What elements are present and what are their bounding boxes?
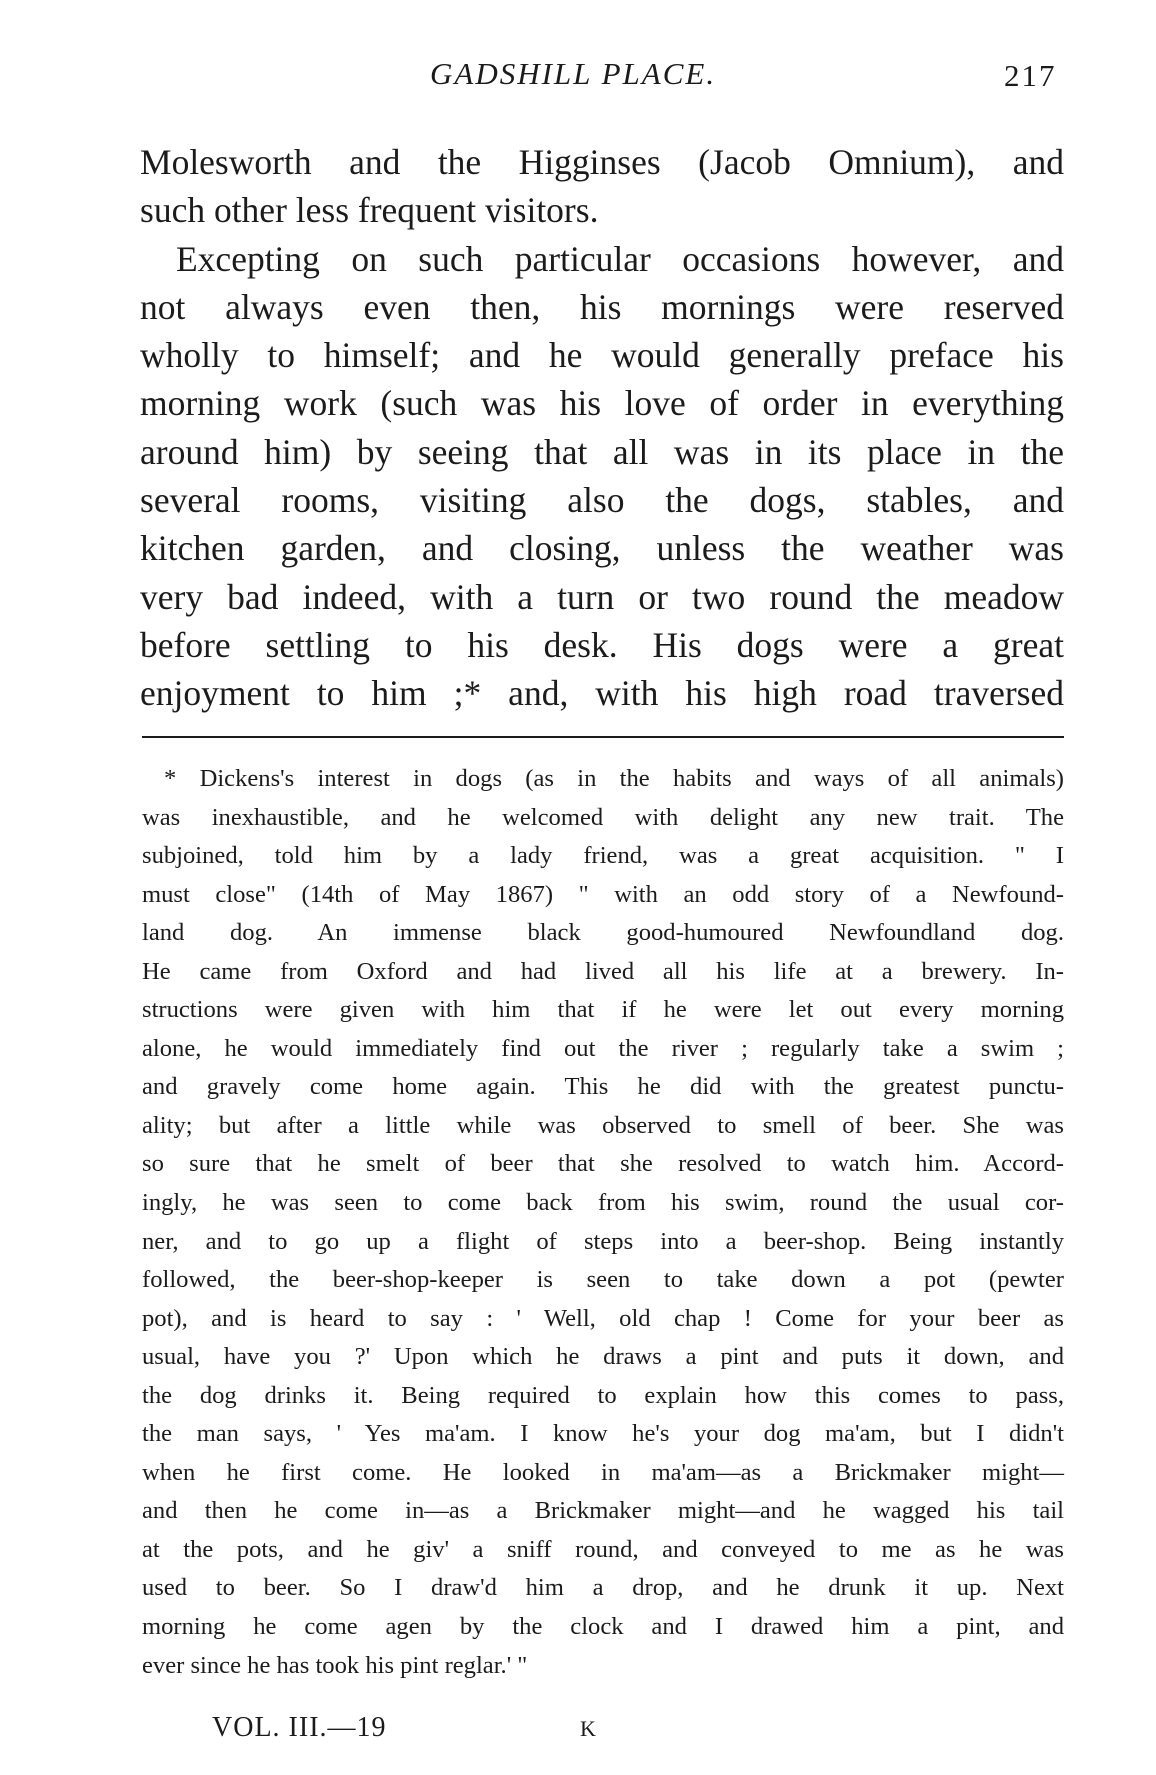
footnote-line: was inexhaustible, and he welcomed with delight any new trait. The xyxy=(142,803,1064,831)
footnote-line: followed, the beer-shop-keeper is seen to take down a pot (pewter xyxy=(142,1266,1064,1294)
footnote-line: subjoined, told him by a lady friend, was a great acquisition. " I xyxy=(142,842,1064,870)
footnote-line: alone, he would immediately find out the river ; regularly take a swim ; xyxy=(142,1034,1064,1062)
footnote-line: * Dickens's interest in dogs (as in the habits and ways of all animals) xyxy=(164,765,1064,792)
footnote-line: and gravely come home again. This he did with the greatest punctu- xyxy=(142,1073,1064,1101)
footnote-line: ality; but after a little while was observed to smell of beer. She was xyxy=(142,1111,1064,1139)
main-text-line: several rooms, visiting also the dogs, stables, and xyxy=(140,480,1064,521)
footnote-line: at the pots, and he giv' a sniff round, and conveyed to me as he was xyxy=(142,1535,1064,1563)
footnote xyxy=(142,760,1064,1685)
main-text xyxy=(140,138,1064,718)
main-text-line: Excepting on such particular occasions however, and xyxy=(176,238,1064,279)
main-text-line: enjoyment to him ;* and, with his high road traversed xyxy=(140,673,1064,714)
main-text-line: wholly to himself; and he would generally preface his xyxy=(140,335,1064,376)
footnote-line: ever since he has took his pint reglar.' " xyxy=(142,1651,528,1679)
footnote-line: ingly, he was seen to come back from his swim, round the usual cor- xyxy=(142,1189,1064,1217)
main-text-line: very bad indeed, with a turn or two round the meadow xyxy=(140,576,1064,617)
footnote-line: and then he come in—as a Brickmaker might—and he wagged his tail xyxy=(142,1497,1064,1525)
signature-mark: K xyxy=(580,1716,596,1741)
main-text-line: not always even then, his mornings were reserved xyxy=(140,286,1064,327)
footnote-line: so sure that he smelt of beer that she resolved to watch him. Accord- xyxy=(142,1150,1064,1178)
footnote-line: used to beer. So I draw'd him a drop, and he drunk it up. Next xyxy=(142,1574,1064,1602)
page-number: 217 xyxy=(1004,58,1057,93)
footnote-line: the dog drinks it. Being required to explain how this comes to pass, xyxy=(142,1381,1064,1409)
footnote-line: land dog. An immense black good-humoured Newfoundland dog. xyxy=(142,919,1064,947)
footnote-line: pot), and is heard to say : ' Well, old chap ! Come for your beer as xyxy=(142,1304,1064,1332)
footnote-line: when he first come. He looked in ma'am—as a Brickmaker might— xyxy=(142,1458,1064,1486)
main-text-line: before settling to his desk. His dogs were a great xyxy=(140,624,1064,665)
footnote-line: ner, and to go up a flight of steps into a beer-shop. Being instantly xyxy=(142,1227,1064,1255)
footnote-line: He came from Oxford and had lived all his life at a brewery. In- xyxy=(142,957,1064,985)
main-text-line: kitchen garden, and closing, unless the weather was xyxy=(140,528,1064,569)
footnote-rule xyxy=(142,736,1064,738)
footnote-line: morning he come agen by the clock and I drawed him a pint, and xyxy=(142,1613,1064,1641)
footnote-line: structions were given with him that if he were let out every morning xyxy=(142,996,1064,1024)
footnote-line: the man says, ' Yes ma'am. I know he's your dog ma'am, but I didn't xyxy=(142,1420,1064,1448)
main-text-line: morning work (such was his love of order in everything xyxy=(140,383,1064,424)
footnote-line: must close" (14th of May 1867) " with an odd story of a Newfound- xyxy=(142,880,1064,908)
main-text-line: Molesworth and the Higginses (Jacob Omnium), and xyxy=(140,142,1064,182)
main-text-line: such other less frequent visitors. xyxy=(140,190,599,231)
volume-signature: VOL. III.—19 xyxy=(212,1712,387,1743)
main-text-line: around him) by seeing that all was in its place in the xyxy=(140,431,1064,472)
footnote-line: usual, have you ?' Upon which he draws a pint and puts it down, and xyxy=(142,1343,1064,1371)
running-title: GADSHILL PLACE. xyxy=(430,56,717,91)
